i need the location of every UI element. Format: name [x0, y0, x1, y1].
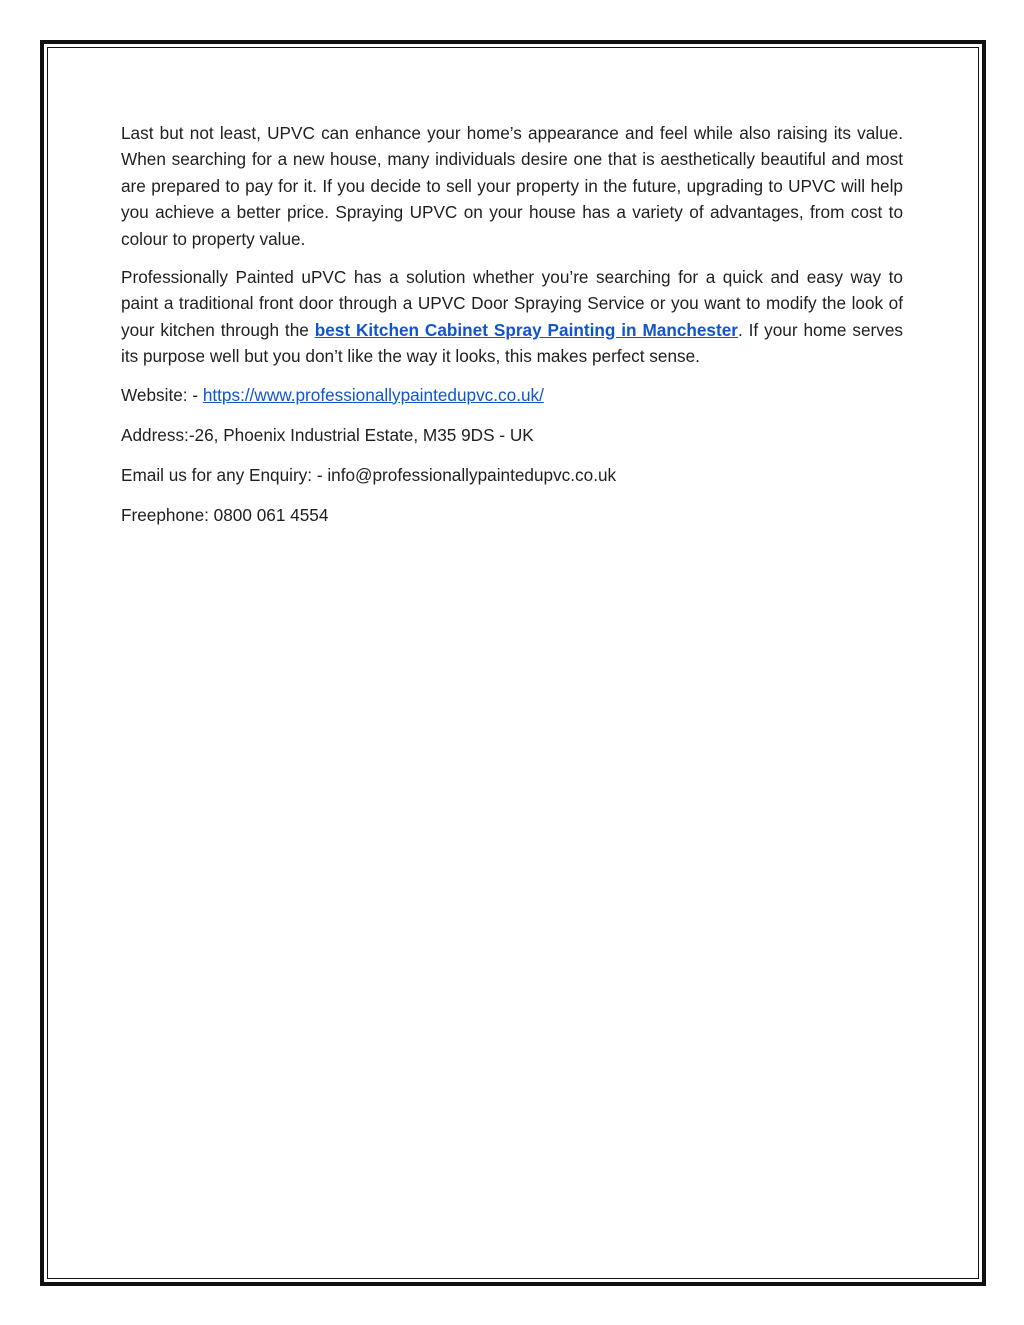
address-line: Address:-26, Phoenix Industrial Estate, M35 9DS - UK [121, 424, 534, 445]
paragraph-upvc-value: Last but not least, UPVC can enhance your home’s appearance and feel while also raising its value. When searching for a new house, many individuals desire one that is aesthetically beautiful and most are prepared to pay for it. If you decide to sell your property in the future, upgrading to UPVC will help you achieve a better price. Spraying UPVC on your house has a variety of advantages, from cost to colour to property value. [121, 123, 903, 249]
email-line: Email us for any Enquiry: - info@professionallypaintedupvc.co.uk [121, 464, 617, 485]
website-label: Website: - [121, 384, 203, 405]
website-line [121, 382, 903, 408]
document-body [121, 120, 903, 542]
paragraph-professional-painting [121, 264, 903, 370]
paragraph-text-before-link: Professionally Painted uPVC has a solution whether you’re searching for a quick and easy way to paint a traditional front door through a UPVC Door Spraying Service or you want to modify the look of your kitchen through the [121, 267, 903, 340]
kitchen-cabinet-spray-link[interactable]: best Kitchen Cabinet Spray Painting in Manchester [314, 319, 738, 340]
phone-line: Freephone: 0800 061 4554 [121, 504, 329, 525]
paragraph-text-after-link: . If your home serves its purpose well but you don’t like the way it looks, this makes perfect sense. [121, 319, 903, 367]
website-link[interactable]: https://www.professionallypaintedupvc.co.uk/ [202, 384, 544, 405]
